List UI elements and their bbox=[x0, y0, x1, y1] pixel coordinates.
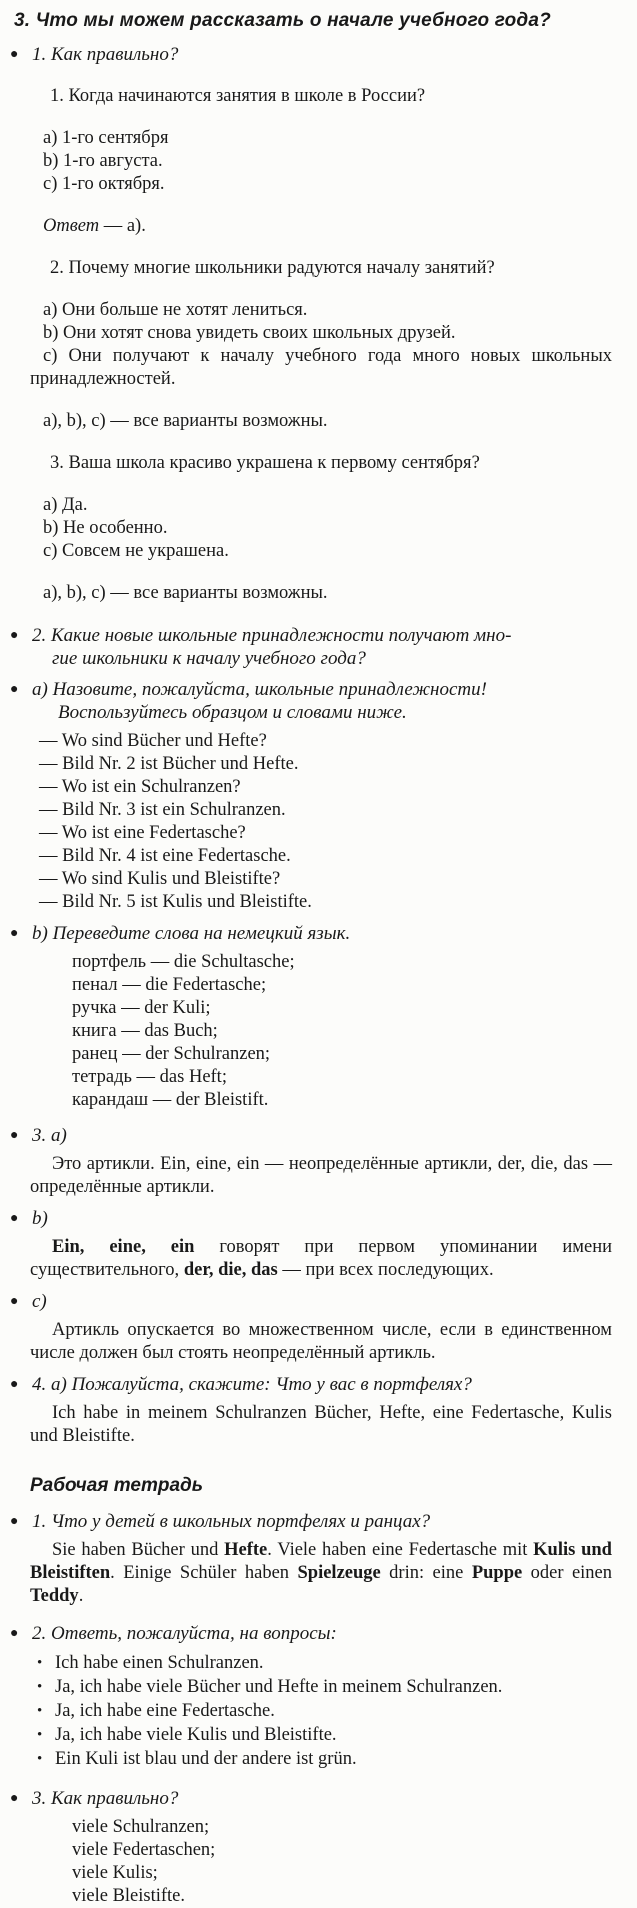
option-b: b) Они хотят снова увидеть своих школьных друзей. bbox=[43, 323, 456, 343]
german-dialogue bbox=[39, 730, 612, 914]
workbook-2-label: 2. Ответь, пожалуйста, на вопросы: bbox=[32, 1623, 337, 1644]
list-item-text: Ein Kuli ist blau und der andere ist grün. bbox=[55, 1749, 357, 1769]
workbook-1-heading bbox=[0, 1510, 615, 1533]
section-bullet-icon: ● bbox=[10, 1377, 19, 1392]
translation-item: тетрадь — das Heft; bbox=[72, 1067, 227, 1087]
section-bullet-icon: ● bbox=[10, 1791, 19, 1806]
question-2: 2. Почему многие школьники радуются началу занятий? bbox=[50, 258, 495, 278]
workbook-1-label: 1. Что у детей в школьных портфелях и ранцах? bbox=[32, 1511, 431, 1532]
page-title: 3. Что мы можем рассказать о начале учебного года? bbox=[14, 10, 551, 31]
heading-line: a) Назовите, пожалуйста, школьные принадлежности! bbox=[32, 679, 487, 700]
section-bullet-icon: ● bbox=[10, 682, 19, 697]
workbook-2-heading bbox=[0, 1622, 615, 1645]
textbook-page bbox=[0, 9, 637, 1906]
option-b: b) 1-го августа. bbox=[43, 151, 163, 171]
option-c: c) Они получают к началу учебного года много новых школьных принадлежностей. bbox=[30, 346, 612, 389]
exercise-2-heading bbox=[0, 624, 615, 670]
list-item bbox=[37, 1747, 612, 1771]
list-item bbox=[37, 1651, 612, 1675]
workbook-3-heading bbox=[0, 1787, 615, 1810]
section-bullet-icon: ● bbox=[10, 1294, 19, 1309]
list-item-text: Ja, ich habe viele Kulis und Bleistifte. bbox=[55, 1725, 337, 1745]
articles-explanation-c: Артикль опускается во множественном числе, если в единственном числе должен был стоять неопределённый артикль. bbox=[30, 1320, 612, 1363]
list-bullet-icon: • bbox=[37, 1655, 43, 1671]
exercise-2b-label: b) Переведите слова на немецкий язык. bbox=[32, 923, 351, 944]
dialogue-line: — Wo sind Kulis und Bleistifte? bbox=[39, 869, 281, 889]
exercise-1-label: 1. Как правильно? bbox=[32, 44, 179, 65]
list-item: viele Kulis; bbox=[72, 1863, 158, 1883]
question-1-options bbox=[30, 127, 612, 196]
exercise-4-label: 4. a) Пожалуйста, скажите: Что у вас в портфелях? bbox=[32, 1374, 472, 1395]
option-c: c) 1-го октября. bbox=[43, 174, 165, 194]
option-a: a) Они больше не хотят лениться. bbox=[43, 300, 308, 320]
translation-list bbox=[72, 951, 612, 1112]
list-item bbox=[37, 1675, 612, 1699]
dialogue-line: — Bild Nr. 3 ist ein Schulranzen. bbox=[39, 800, 286, 820]
translation-item: ранец — der Schulranzen; bbox=[72, 1044, 271, 1064]
dialogue-line: — Bild Nr. 2 ist Bücher und Hefte. bbox=[39, 754, 299, 774]
heading-line: гие школьники к началу учебного года? bbox=[52, 648, 366, 669]
list-item: viele Schulranzen; bbox=[72, 1817, 210, 1837]
list-item bbox=[37, 1699, 612, 1723]
list-item-text: Ja, ich habe eine Federtasche. bbox=[55, 1701, 275, 1721]
list-bullet-icon: • bbox=[37, 1703, 43, 1719]
exercise-3b-heading bbox=[0, 1207, 615, 1230]
answer-3: a), b), c) — все варианты возможны. bbox=[43, 583, 328, 603]
exercise-2a-label bbox=[32, 678, 615, 724]
option-b: b) Не особенно. bbox=[43, 518, 168, 538]
articles-explanation-a: Это артикли. Ein, eine, ein — неопределённые артикли, der, die, das — определённые артикли. bbox=[30, 1154, 612, 1197]
option-a: a) Да. bbox=[43, 495, 88, 515]
workbook-3-answers bbox=[72, 1816, 612, 1908]
exercise-2-label bbox=[32, 624, 615, 670]
translation-item: портфель — die Schultasche; bbox=[72, 952, 295, 972]
workbook-3-label: 3. Как правильно? bbox=[32, 1788, 179, 1809]
exercise-2b-heading bbox=[0, 922, 615, 945]
question-3: 3. Ваша школа красиво украшена к первому сентября? bbox=[50, 453, 480, 473]
exercise-4-heading bbox=[0, 1373, 615, 1396]
list-item: viele Federtaschen; bbox=[72, 1840, 216, 1860]
exercise-3c-label: c) bbox=[32, 1291, 47, 1312]
section-bullet-icon: ● bbox=[10, 1514, 19, 1529]
list-item: viele Bleistifte. bbox=[72, 1886, 186, 1906]
translation-item: карандаш — der Bleistift. bbox=[72, 1090, 269, 1110]
exercise-2a-heading bbox=[0, 678, 615, 724]
list-bullet-icon: • bbox=[37, 1751, 43, 1767]
list-item-text: Ja, ich habe viele Bücher und Hefte in meinem Schulranzen. bbox=[55, 1677, 503, 1697]
dialogue-line: — Wo sind Bücher und Hefte? bbox=[39, 731, 267, 751]
exercise-3a-label: 3. a) bbox=[32, 1125, 67, 1146]
section-bullet-icon: ● bbox=[10, 47, 19, 62]
section-bullet-icon: ● bbox=[10, 628, 19, 643]
answer-2: a), b), c) — все варианты возможны. bbox=[43, 411, 328, 431]
dialogue-line: — Wo ist ein Schulranzen? bbox=[39, 777, 241, 797]
section-bullet-icon: ● bbox=[10, 1626, 19, 1641]
exercise-3c-heading bbox=[0, 1290, 615, 1313]
list-item bbox=[37, 1723, 612, 1747]
list-bullet-icon: • bbox=[37, 1727, 43, 1743]
section-bullet-icon: ● bbox=[10, 926, 19, 941]
heading-line: 2. Какие новые школьные принадлежности получают мно- bbox=[32, 625, 512, 646]
question-1: 1. Когда начинаются занятия в школе в России? bbox=[50, 86, 426, 106]
question-3-options bbox=[30, 494, 612, 563]
answer-1: Ответ — a). bbox=[43, 216, 146, 236]
option-c: c) Совсем не украшена. bbox=[43, 541, 229, 561]
exercise-3a-heading bbox=[0, 1124, 615, 1147]
translation-item: ручка — der Kuli; bbox=[72, 998, 211, 1018]
dialogue-line: — Bild Nr. 4 ist eine Federtasche. bbox=[39, 846, 291, 866]
exercise-1-heading bbox=[0, 43, 615, 66]
translation-item: книга — das Buch; bbox=[72, 1021, 218, 1041]
question-2-options bbox=[30, 299, 612, 391]
dialogue-line: — Wo ist eine Federtasche? bbox=[39, 823, 246, 843]
workbook-2-answers bbox=[37, 1651, 612, 1771]
workbook-1-answer: Sie haben Bücher und Hefte. Viele haben eine Federtasche mit Kulis und Bleistiften. Einige Schüler haben Spielzeuge drin: eine Puppe oder einen Teddy. bbox=[30, 1540, 613, 1606]
exercise-3b-label: b) bbox=[32, 1208, 48, 1229]
list-bullet-icon: • bbox=[37, 1679, 43, 1695]
section-bullet-icon: ● bbox=[10, 1211, 19, 1226]
exercise-4-answer: Ich habe in meinem Schulranzen Bücher, Hefte, eine Federtasche, Kulis und Bleistifte. bbox=[30, 1403, 612, 1446]
articles-explanation-b: Ein, eine, ein говорят при первом упоминании имени существительного, der, die, das — при всех последующих. bbox=[30, 1237, 612, 1280]
heading-line: Воспользуйтесь образцом и словами ниже. bbox=[58, 702, 407, 723]
translation-item: пенал — die Federtasche; bbox=[72, 975, 267, 995]
dialogue-line: — Bild Nr. 5 ist Kulis und Bleistifte. bbox=[39, 892, 312, 912]
list-item-text: Ich habe einen Schulranzen. bbox=[55, 1653, 264, 1673]
workbook-heading: Рабочая тетрадь bbox=[30, 1475, 204, 1496]
section-bullet-icon: ● bbox=[10, 1128, 19, 1143]
option-a: a) 1-го сентября bbox=[43, 128, 169, 148]
